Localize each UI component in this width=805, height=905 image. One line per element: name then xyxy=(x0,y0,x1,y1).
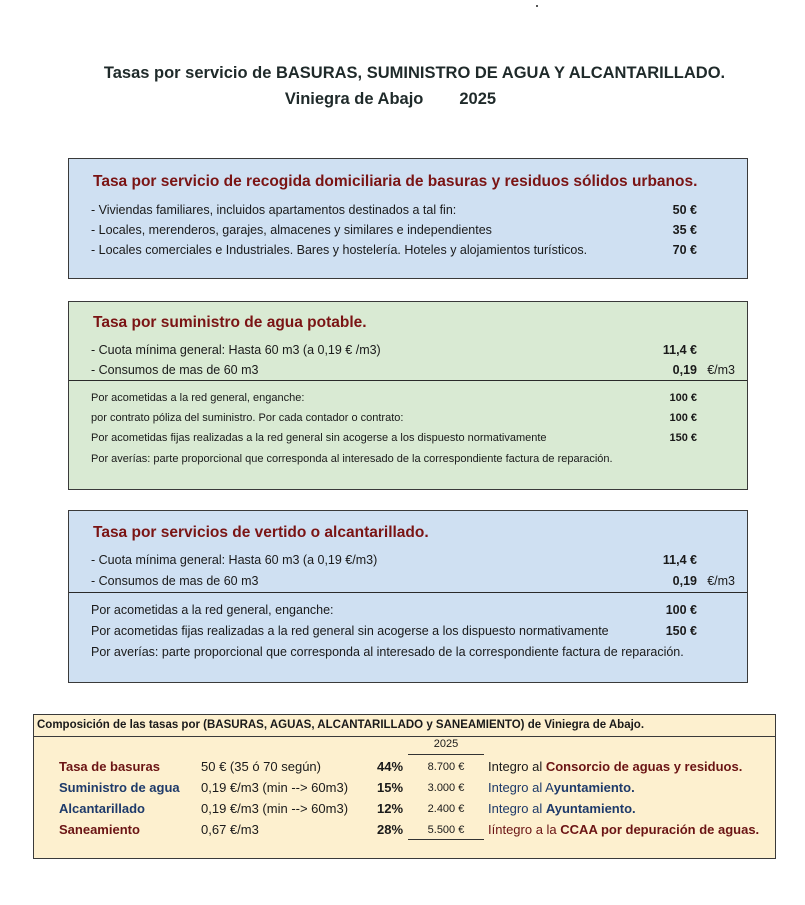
basuras-section xyxy=(68,158,748,279)
page-subtitle xyxy=(0,90,793,109)
alcantarillado-extra-row: Por acometidas fijas realizadas a la red general sin acogerse a los dispuesto normativamente 150 € xyxy=(91,624,697,638)
composicion-row: Alcantarillado 0,19 €/m3 (min --> 60m3) 12% 2.400 € Integro al Ayuntamiento. xyxy=(59,801,636,816)
basuras-row: - Locales comerciales e Industriales. Bares y hostelería. Hoteles y alojamientos turísticos. 70 € xyxy=(91,243,697,257)
agua-extra-row: por contrato póliza del suministro. Por cada contador o contrato: 100 € xyxy=(91,412,697,424)
agua-row: - Consumos de mas de 60 m3 0,19 €/m3 xyxy=(91,363,735,377)
alcantarillado-extra-row: Por acometidas a la red general, enganche: 100 € xyxy=(91,603,697,617)
alcantarillado-section xyxy=(68,510,748,683)
year: 2025 xyxy=(459,90,497,108)
composicion-row: Suministro de agua 0,19 €/m3 (min --> 60m3) 15% 3.000 € Integro al Ayuntamiento. xyxy=(59,780,635,795)
agua-extra-row: Por acometidas a la red general, enganche: 100 € xyxy=(91,392,697,404)
agua-extra-row: Por acometidas fijas realizadas a la red general sin acogerse a los dispuesto normativamente 150 € xyxy=(91,432,697,444)
agua-heading: Tasa por suministro de agua potable. xyxy=(93,314,367,331)
town-name: Viniegra de Abajo xyxy=(284,90,424,108)
composicion-row: Tasa de basuras 50 € (35 ó 70 según) 44% 8.700 € Integro al Consorcio de aguas y residuos. xyxy=(59,759,743,774)
basuras-row: - Locales, merenderos, garajes, almacenes y similares e independientes 35 € xyxy=(91,223,697,237)
agua-row: - Cuota mínima general: Hasta 60 m3 (a 0,19 € /m3) 11,4 € xyxy=(91,343,697,357)
basuras-heading: Tasa por servicio de recogida domiciliaria de basuras y residuos sólidos urbanos. xyxy=(93,173,698,190)
alcantarillado-extra-row: Por averías: parte proporcional que corresponda al interesado de la correspondiente factura de reparación. xyxy=(91,645,684,659)
total-underline xyxy=(408,839,484,840)
basuras-row: - Viviendas familiares, incluidos apartamentos destinados a tal fin: 50 € xyxy=(91,203,697,217)
divider xyxy=(69,592,747,593)
divider xyxy=(69,380,747,381)
alcantarillado-heading: Tasa por servicios de vertido o alcantarillado. xyxy=(93,524,429,541)
stray-dot xyxy=(536,5,538,7)
agua-section xyxy=(68,301,748,490)
composicion-heading: Composición de las tasas por (BASURAS, AGUAS, ALCANTARILLADO y SANEAMIENTO) de Viniegra de Abajo. xyxy=(34,715,775,737)
alcantarillado-row: - Cuota mínima general: Hasta 60 m3 (a 0,19 €/m3) 11,4 € xyxy=(91,553,697,567)
composicion-table xyxy=(33,714,776,859)
composicion-row: Saneamiento 0,67 €/m3 28% 5.500 € Iíntegro a la CCAA por depuración de aguas. xyxy=(59,822,760,837)
page-title: Tasas por servicio de BASURAS, SUMINISTRO DE AGUA Y ALCANTARILLADO. xyxy=(103,64,726,82)
agua-extra-row: Por averías: parte proporcional que corresponda al interesado de la correspondiente factura de reparación. xyxy=(91,453,613,465)
alcantarillado-row: - Consumos de mas de 60 m3 0,19 €/m3 xyxy=(91,574,735,588)
year-column-header: 2025 xyxy=(408,738,484,755)
